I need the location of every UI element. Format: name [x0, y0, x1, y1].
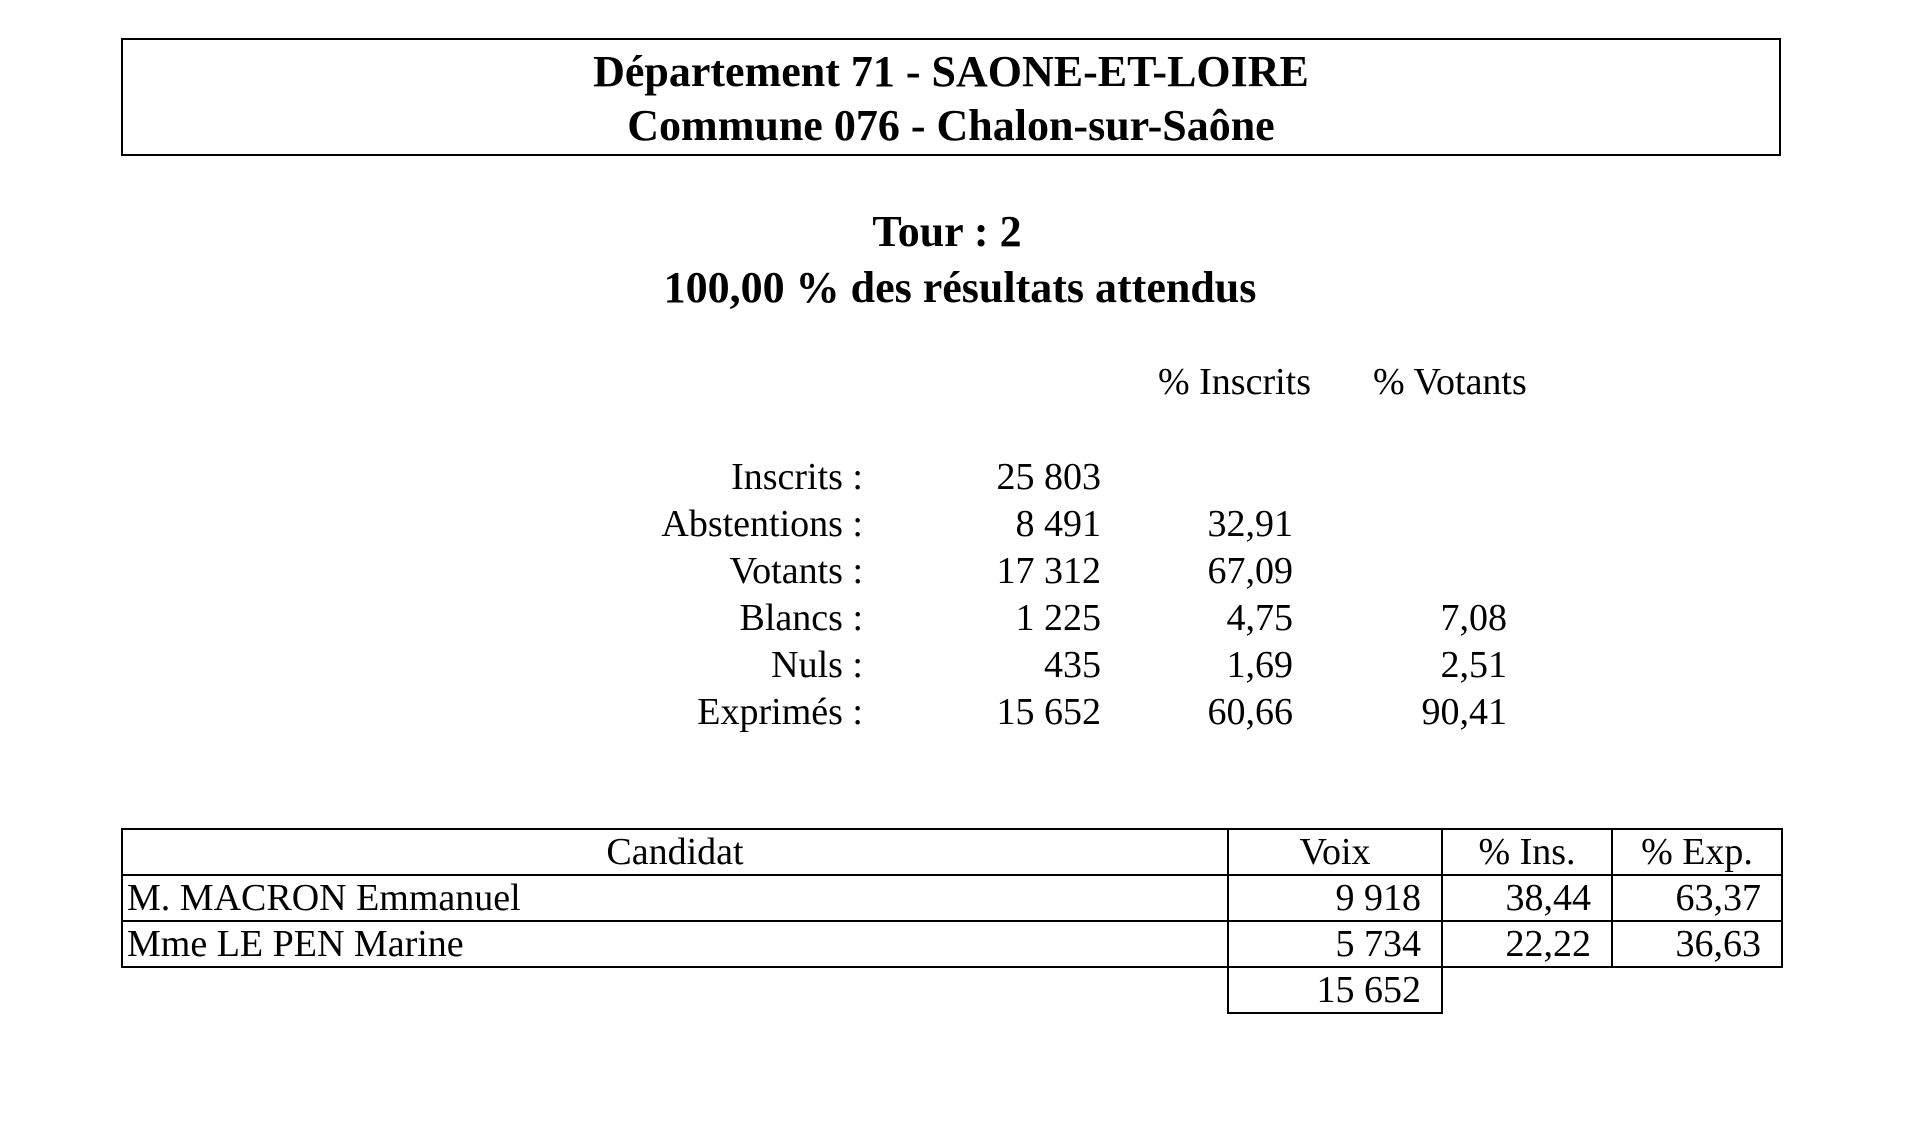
empty-cell [1442, 967, 1612, 1013]
stat-label: Inscrits : [731, 456, 863, 498]
results-header-row [122, 829, 1782, 875]
department-title: Département 71 - SAONE-ET-LOIRE [593, 47, 1309, 96]
candidate-pct-exp: 36,63 [1612, 921, 1782, 967]
stat-value: 25 803 [996, 456, 1101, 498]
stat-pct-inscrits: 60,66 [1207, 691, 1293, 733]
pct-exp-header: % Exp. [1612, 829, 1782, 875]
stat-label: Abstentions : [661, 503, 863, 545]
table-row [122, 875, 1782, 921]
tour-number: Tour : 2 [872, 207, 1022, 256]
stat-value: 15 652 [996, 691, 1101, 733]
stat-pct-inscrits: 1,69 [1226, 644, 1293, 686]
table-row [122, 921, 1782, 967]
empty-cell [122, 967, 1228, 1013]
candidate-pct-exp: 63,37 [1612, 875, 1782, 921]
commune-title: Commune 076 - Chalon-sur-Saône [627, 101, 1275, 150]
pct-votants-header: % Votants [1373, 361, 1527, 403]
candidate-pct-ins: 22,22 [1442, 921, 1612, 967]
stat-value: 8 491 [1015, 503, 1101, 545]
pct-ins-header: % Ins. [1442, 829, 1612, 875]
stat-pct-inscrits: 4,75 [1226, 597, 1293, 639]
total-voix: 15 652 [1228, 967, 1442, 1013]
stat-value: 1 225 [1015, 597, 1101, 639]
stat-value: 435 [1044, 644, 1101, 686]
stat-pct-votants: 90,41 [1421, 691, 1507, 733]
stat-pct-votants: 7,08 [1440, 597, 1507, 639]
voix-header: Voix [1228, 829, 1442, 875]
candidat-header: Candidat [122, 829, 1228, 875]
stat-label: Exprimés : [697, 691, 863, 733]
stat-label: Nuls : [771, 644, 863, 686]
stat-pct-votants: 2,51 [1440, 644, 1507, 686]
total-row [122, 967, 1782, 1013]
stat-pct-inscrits: 67,09 [1207, 550, 1293, 592]
stat-label: Blancs : [739, 597, 863, 639]
candidate-name: Mme LE PEN Marine [122, 921, 1228, 967]
header-box [121, 38, 1781, 156]
results-table [121, 828, 1783, 1014]
candidate-voix: 9 918 [1228, 875, 1442, 921]
stat-label: Votants : [729, 550, 863, 592]
candidate-name: M. MACRON Emmanuel [122, 875, 1228, 921]
candidate-pct-ins: 38,44 [1442, 875, 1612, 921]
stat-value: 17 312 [996, 550, 1101, 592]
empty-cell [1612, 967, 1782, 1013]
pct-inscrits-header: % Inscrits [1158, 361, 1312, 403]
results-completion: 100,00 % des résultats attendus [663, 263, 1257, 312]
candidate-voix: 5 734 [1228, 921, 1442, 967]
stat-pct-inscrits: 32,91 [1207, 503, 1293, 545]
